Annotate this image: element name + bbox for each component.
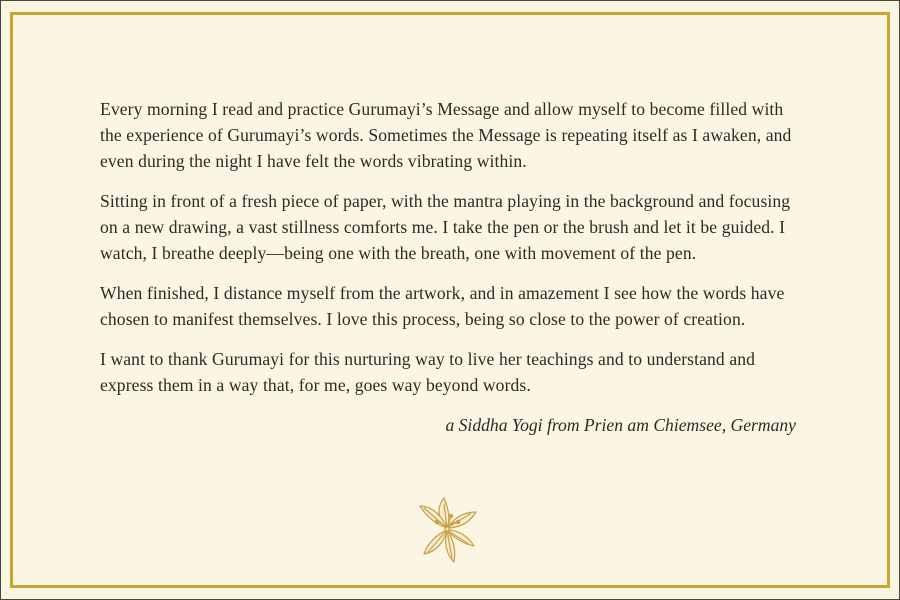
paragraph-4: I want to thank Gurumayi for this nurturing way to live her teachings and to understand and express them in a way that, for me, goes way beyond words. (100, 349, 756, 395)
lily-flower-icon (414, 494, 480, 566)
paragraph-1: Every morning I read and practice Gurumayi’s Message and allow myself to become filled with the experience of Gurumayi’s words. Sometimes the Message is repeating itself as I awaken, and even during the night I have felt the words vibrating within. (100, 99, 792, 171)
attribution: a Siddha Yogi from Prien am Chiemsee, Germany (445, 415, 796, 435)
paragraph-3: When finished, I distance myself from the artwork, and in amazement I see how the words have chosen to manifest themselves. I love this process, being so close to the power of creation. (100, 283, 785, 329)
paragraph-2: Sitting in front of a fresh piece of paper, with the mantra playing in the background and focusing on a new drawing, a vast stillness comforts me. I take the pen or the brush and let it be guided. I watch, I breathe deeply—being one with the breath, one with movement of the pen. (100, 191, 791, 263)
testimonial-text (100, 96, 800, 438)
